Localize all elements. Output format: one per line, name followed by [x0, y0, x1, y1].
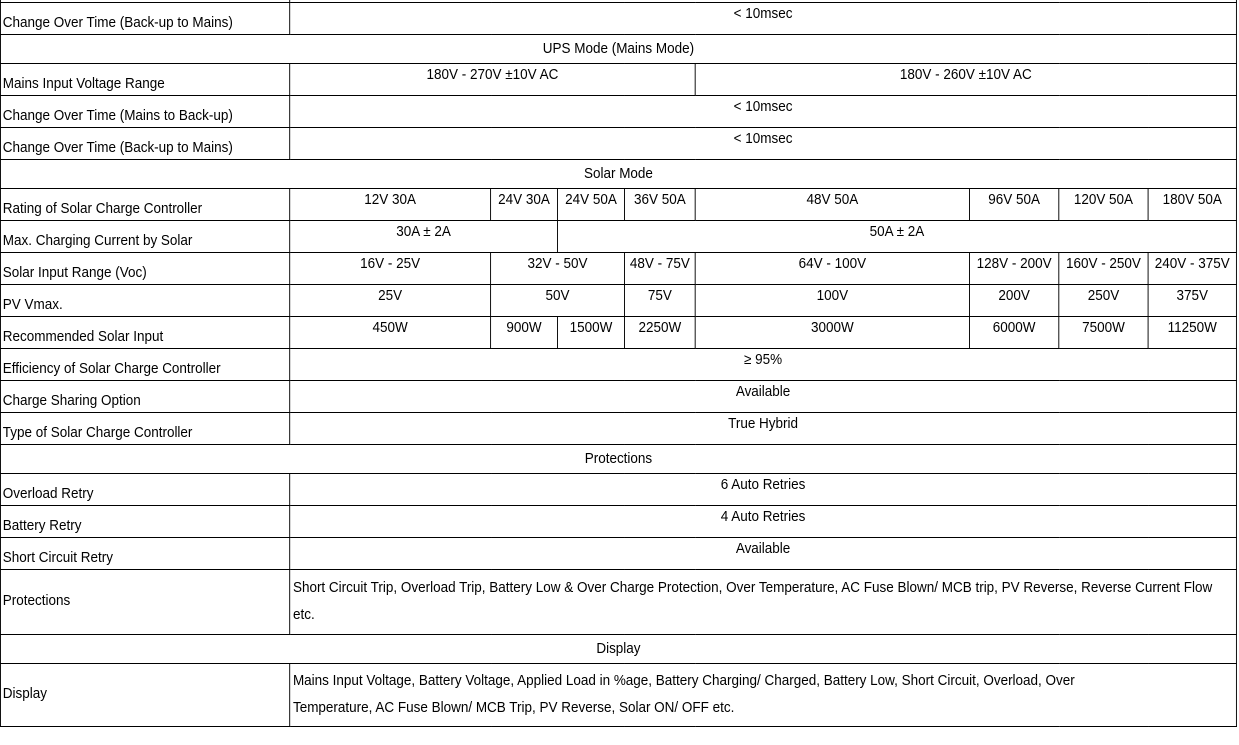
row-value: 36V 50A [624, 189, 695, 221]
row-value: 4 Auto Retries [290, 506, 1237, 538]
row-value: 50A ± 2A [558, 221, 1237, 253]
section-header: UPS Mode (Mains Mode) [0, 35, 1236, 64]
row-value: 128V - 200V [970, 253, 1059, 285]
row-label: Change Over Time (Mains to Back-up) [0, 96, 289, 128]
row-value: 64V - 100V [695, 253, 969, 285]
row-value: Available [290, 381, 1237, 413]
row-label: Solar Input Range (Voc) [0, 253, 289, 285]
table-row [0, 221, 1236, 253]
row-value: 48V 50A [695, 189, 969, 221]
row-value: 2250W [624, 317, 695, 349]
row-label: Change Over Time (Back-up to Mains) [0, 3, 289, 35]
table-row [0, 570, 1236, 635]
table-row [0, 317, 1236, 349]
section-header-row [0, 445, 1236, 474]
row-value: Short Circuit Trip, Overload Trip, Battery Low & Over Charge Protection, Over Temperature, AC Fuse Blown/ MCB trip, PV Reverse, Reverse Current Flow etc. [290, 570, 1237, 635]
section-header-row [0, 35, 1236, 64]
row-value: 6 Auto Retries [290, 474, 1237, 506]
table-row [0, 474, 1236, 506]
row-value: 6000W [970, 317, 1059, 349]
table-row [0, 349, 1236, 381]
row-value: 25V [290, 285, 491, 317]
row-label: Display [0, 664, 289, 727]
row-value: 3000W [695, 317, 969, 349]
row-value: 900W [491, 317, 558, 349]
row-label: Overload Retry [0, 474, 289, 506]
row-value: 100V [695, 285, 969, 317]
table-row [0, 3, 1236, 35]
row-value: 160V - 250V [1059, 253, 1148, 285]
section-header-row [0, 635, 1236, 664]
row-value: 32V - 50V [491, 253, 625, 285]
row-value: 240V - 375V [1148, 253, 1236, 285]
row-label: Max. Charging Current by Solar [0, 221, 289, 253]
row-label: Battery Retry [0, 506, 289, 538]
row-value: 375V [1148, 285, 1236, 317]
row-label: Efficiency of Solar Charge Controller [0, 349, 289, 381]
row-value: 24V 50A [558, 189, 625, 221]
table-row [0, 285, 1236, 317]
row-label: PV Vmax. [0, 285, 289, 317]
row-value: Mains Input Voltage, Battery Voltage, Applied Load in %age, Battery Charging/ Charged, Battery Low, Short Circuit, Overload, Over Temperature, AC Fuse Blown/ MCB Trip, PV Reverse, Solar ON/ OFF etc. [290, 664, 1237, 727]
table-row [0, 64, 1236, 96]
row-value: 48V - 75V [624, 253, 695, 285]
row-value: 7500W [1059, 317, 1148, 349]
row-value: 180V - 270V ±10V AC [290, 64, 695, 96]
row-value: 75V [624, 285, 695, 317]
row-value: 120V 50A [1059, 189, 1148, 221]
table-row [0, 538, 1236, 570]
row-value: True Hybrid [290, 413, 1237, 445]
table-row [0, 664, 1236, 727]
row-value: < 10msec [290, 96, 1237, 128]
row-value: < 10msec [290, 128, 1237, 160]
row-value: 250V [1059, 285, 1148, 317]
table-row [0, 381, 1236, 413]
row-value: 11250W [1148, 317, 1236, 349]
row-value: 30A ± 2A [290, 221, 558, 253]
row-value: < 10msec [290, 3, 1237, 35]
row-value: 180V 50A [1148, 189, 1236, 221]
row-value: 450W [290, 317, 491, 349]
table-row [0, 96, 1236, 128]
row-value: 96V 50A [970, 189, 1059, 221]
row-label: Change Over Time (Back-up to Mains) [0, 128, 289, 160]
section-header: Display [0, 635, 1236, 664]
row-label: Short Circuit Retry [0, 538, 289, 570]
row-label: Protections [0, 570, 289, 635]
table-row [0, 189, 1236, 221]
row-label: Type of Solar Charge Controller [0, 413, 289, 445]
row-label: Mains Input Voltage Range [0, 64, 289, 96]
table-row [0, 128, 1236, 160]
row-label: Charge Sharing Option [0, 381, 289, 413]
row-value: 180V - 260V ±10V AC [695, 64, 1236, 96]
row-value: 200V [970, 285, 1059, 317]
row-value: 24V 30A [491, 189, 558, 221]
table-row [0, 253, 1236, 285]
table-row [0, 506, 1236, 538]
row-value: ≥ 95% [290, 349, 1237, 381]
row-value: 50V [491, 285, 625, 317]
row-value: 12V 30A [290, 189, 491, 221]
row-value: 16V - 25V [290, 253, 491, 285]
row-label: Recommended Solar Input [0, 317, 289, 349]
section-header-row [0, 160, 1236, 189]
row-value: 1500W [558, 317, 625, 349]
section-header: Protections [0, 445, 1236, 474]
row-value: Available [290, 538, 1237, 570]
section-header: Solar Mode [0, 160, 1236, 189]
table-row [0, 413, 1236, 445]
row-label: Rating of Solar Charge Controller [0, 189, 289, 221]
